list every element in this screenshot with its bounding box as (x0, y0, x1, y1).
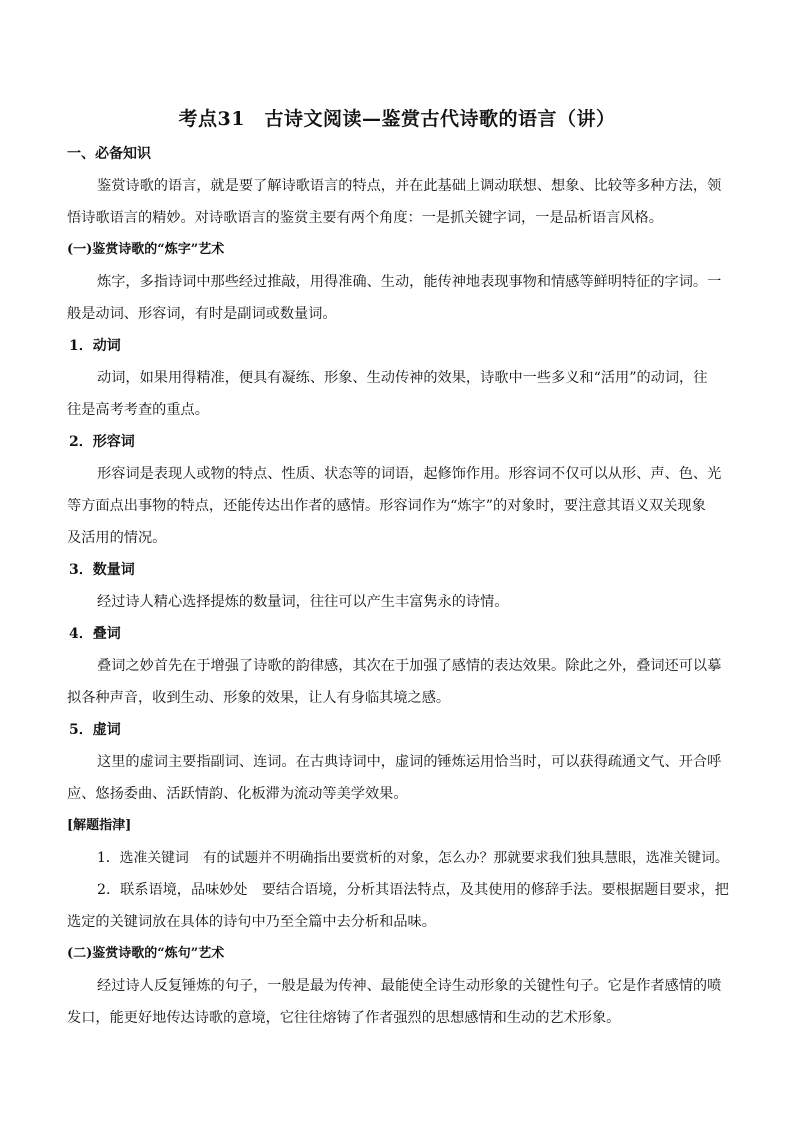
document-title: 考点31 古诗文阅读—鉴赏古代诗歌的语言（讲） (178, 108, 616, 130)
subsection-heading-word-refining: (一)鉴赏诗歌的“炼字”艺术 (67, 242, 225, 257)
paragraph-line: 炼字，多指诗词中那些经过推敲，用得准确、生动，能传神地表现事物和情感等鲜明特征的字词。一 (97, 274, 722, 290)
paragraph-line: 发口，能更好地传达诗歌的意境，它往往熔铸了作者强烈的思想感情和生动的艺术形象。 (67, 1010, 621, 1026)
paragraph-line: 经过诗人精心选择提炼的数量词，往往可以产生丰富隽永的诗情。 (97, 594, 509, 610)
paragraph-line: 拟各种声音，收到生动、形象的效果，让人有身临其境之感。 (67, 690, 451, 706)
tips-heading: [解题指津] (67, 818, 132, 833)
paragraph-line: 叠词之妙首先在于增强了诗歌的韵律感，其次在于加强了感情的表达效果。除此之外，叠词还可以摹 (97, 658, 722, 674)
paragraph-line: 往是高考考查的重点。 (67, 402, 209, 418)
item-heading-reduplicated-words: 4．叠词 (69, 626, 121, 642)
paragraph-line: 鉴赏诗歌的语言，就是要了解诗歌语言的特点，并在此基础上调动联想、想象、比较等多种方法，领 (97, 178, 722, 194)
paragraph-line: 形容词是表现人或物的特点、性质、状态等的词语，起修饰作用。形容词不仅可以从形、声、色、光 (97, 466, 722, 482)
item-heading-numerals: 3．数量词 (69, 562, 135, 578)
paragraph-line: 及活用的情况。 (67, 530, 167, 546)
paragraph-line: 1．选准关键词 有的试题并不明确指出要赏析的对象，怎么办？那就要求我们独具慧眼，选准关键词。 (97, 850, 729, 866)
item-heading-verbs: 1．动词 (69, 338, 121, 354)
paragraph-line: 应、悠扬委曲、活跃情韵、化板滞为流动等美学效果。 (67, 786, 408, 802)
paragraph-line: 般是动词、形容词，有时是副词或数量词。 (67, 306, 337, 322)
paragraph-line: 经过诗人反复锤炼的句子，一般是最为传神、最能使全诗生动形象的关键性句子。它是作者感情的喷 (97, 978, 722, 994)
paragraph-line: 动词，如果用得精准，便具有凝练、形象、生动传神的效果，诗歌中一些多义和“活用”的动词，往 (97, 370, 708, 386)
paragraph-line: 这里的虚词主要指副词、连词。在古典诗词中，虚词的锤炼运用恰当时，可以获得疏通文气、开合呼 (97, 754, 722, 770)
paragraph-line: 等方面点出事物的特点，还能传达出作者的感情。形容词作为“炼字”的对象时，要注意其语义双关现象 (67, 498, 706, 514)
item-heading-adjectives: 2．形容词 (69, 434, 135, 450)
paragraph-line: 选定的关键词放在具体的诗句中乃至全篇中去分析和品味。 (67, 914, 436, 930)
paragraph-line: 悟诗歌语言的精妙。对诗歌语言的鉴赏主要有两个角度：一是抓关键字词，一是品析语言风格。 (67, 210, 663, 226)
subsection-heading-sentence-refining: (二)鉴赏诗歌的“炼句”艺术 (67, 946, 225, 961)
item-heading-function-words: 5．虚词 (69, 722, 121, 738)
paragraph-line: 2．联系语境，品味妙处 要结合语境，分析其语法特点，及其使用的修辞手法。要根据题目要求，把 (97, 882, 729, 898)
section-heading-essential-knowledge: 一、必备知识 (67, 146, 151, 162)
